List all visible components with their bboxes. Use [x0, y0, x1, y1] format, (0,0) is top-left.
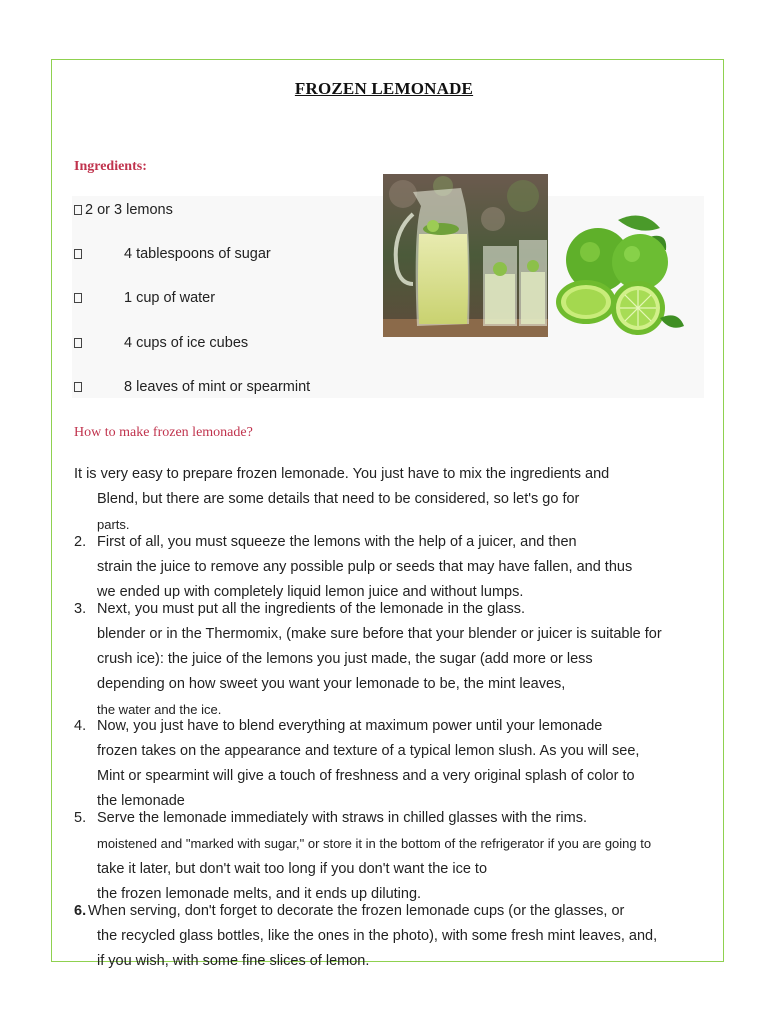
step-6-line-3: if you wish, with some fine slices of lemon. — [97, 953, 370, 969]
limes-illustration — [548, 210, 688, 340]
step-4-line-1: Now, you just have to blend everything at maximum power until your lemonade — [97, 718, 603, 734]
intro-line-3: parts. — [97, 517, 130, 532]
ingredient-item: 1 cup of water — [74, 290, 82, 306]
step-6-line-2: the recycled glass bottles, like the ones in the photo), with some fresh mint leaves, and, — [97, 928, 658, 944]
ingredient-item: 8 leaves of mint or spearmint — [74, 379, 82, 395]
step-number: 3. — [74, 601, 87, 617]
ingredients-heading: Ingredients: — [74, 159, 147, 174]
step-6-line-1: When serving, don't forget to decorate the frozen lemonade cups (or the glasses, or — [88, 903, 625, 919]
lemonade-photo — [383, 174, 548, 337]
checkbox-glyph-icon — [74, 382, 82, 392]
step-2-line-2: strain the juice to remove any possible pulp or seeds that may have fallen, and thus — [97, 559, 633, 575]
ingredient-item: 2 or 3 lemons — [74, 202, 173, 218]
howto-heading: How to make frozen lemonade? — [74, 425, 253, 440]
step-2-line-1: First of all, you must squeeze the lemons with the help of a juicer, and then — [97, 534, 577, 550]
step-4-line-3: Mint or spearmint will give a touch of freshness and a very original splash of color to — [97, 768, 635, 784]
step-4-line-2: frozen takes on the appearance and texture of a typical lemon slush. As you will see, — [97, 743, 640, 759]
step-5-line-4: the frozen lemonade melts, and it ends up diluting. — [97, 886, 422, 902]
checkbox-glyph-icon — [74, 249, 82, 259]
step-3-line-3: crush ice): the juice of the lemons you just made, the sugar (add more or less — [97, 651, 593, 667]
step-5-line-1: Serve the lemonade immediately with straws in chilled glasses with the rims. — [97, 810, 587, 826]
step-number: 5. — [74, 810, 87, 826]
ingredient-item: 4 tablespoons of sugar — [74, 246, 82, 262]
checkbox-glyph-icon — [74, 205, 82, 215]
checkbox-glyph-icon — [74, 293, 82, 303]
step-2-line-3: we ended up with completely liquid lemon juice and without lumps. — [97, 584, 524, 600]
step-3-line-4: depending on how sweet you want your lemonade to be, the mint leaves, — [97, 676, 566, 692]
intro-line-1 — [74, 466, 726, 482]
step-number: 6. — [74, 903, 87, 919]
step-3-line-1: Next, you must put all the ingredients of the lemonade in the glass. — [97, 601, 525, 617]
intro-line-2: Blend, but there are some details that need to be considered, so let's go for — [97, 491, 580, 507]
ingredient-item: 4 cups of ice cubes — [74, 335, 82, 351]
step-3-line-5: the water and the ice. — [97, 702, 222, 717]
step-4-line-4: the lemonade — [97, 793, 185, 809]
intro-line-1-text: It is very easy to prepare frozen lemonade. You just have to mix the ingredients and — [74, 466, 610, 482]
step-number: 2. — [74, 534, 87, 550]
checkbox-glyph-icon — [74, 338, 82, 348]
step-5-line-2: moistened and "marked with sugar," or store it in the bottom of the refrigerator if you are going to — [97, 836, 652, 851]
step-3-line-2: blender or in the Thermomix, (make sure before that your blender or juicer is suitable for — [97, 626, 662, 642]
page-title: FROZEN LEMONADE — [294, 79, 474, 98]
step-5-line-3: take it later, but don't wait too long if you don't want the ice to — [97, 861, 488, 877]
step-number: 4. — [74, 718, 87, 734]
